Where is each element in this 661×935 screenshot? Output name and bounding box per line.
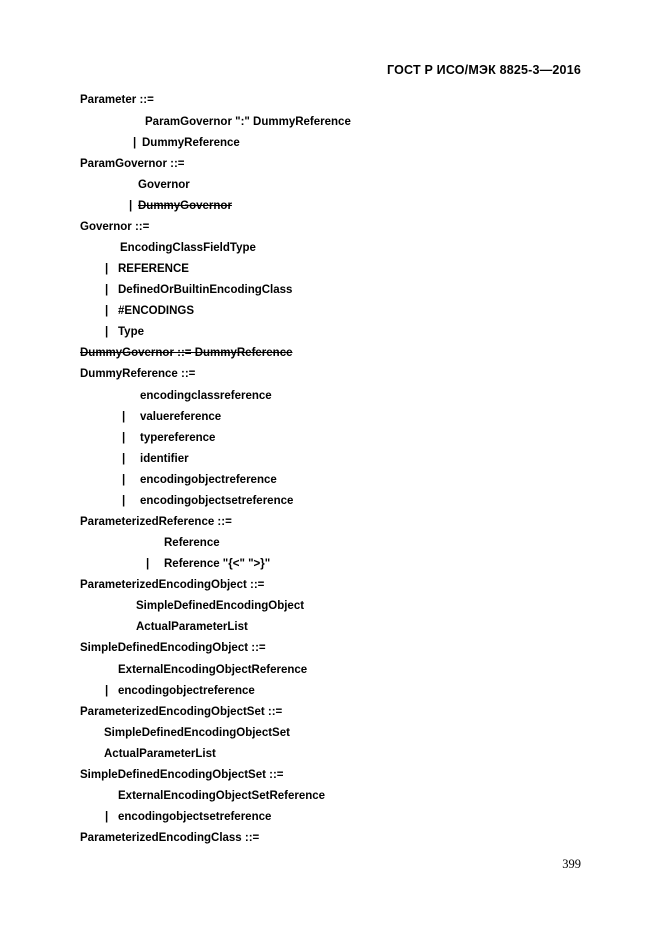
production-line: ExternalEncodingObjectSetReference	[118, 790, 326, 802]
production-simpledefinedencodingobject: SimpleDefinedEncodingObject ::=	[80, 642, 266, 654]
production-parameter: Parameter ::=	[80, 94, 154, 106]
alternative-bar: |	[122, 432, 126, 444]
production-line: SimpleDefinedEncodingObject	[136, 600, 305, 612]
alternative-bar: |	[146, 558, 150, 570]
production-line: #ENCODINGS	[118, 305, 195, 317]
alternative-bar: |	[122, 411, 126, 423]
production-simpledefinedencodingobjectset: SimpleDefinedEncodingObjectSet ::=	[80, 769, 284, 781]
alternative-bar: |	[133, 137, 137, 149]
alternative-bar: |	[105, 305, 109, 317]
alternative-bar: |	[129, 200, 133, 212]
alternative-bar: |	[122, 495, 126, 507]
production-line: REFERENCE	[118, 263, 189, 275]
production-dummyreference: DummyReference ::=	[80, 368, 196, 380]
alternative-bar: |	[105, 263, 109, 275]
production-dummygovernor-deleted: DummyGovernor ::= DummyReference	[80, 347, 293, 359]
alternative-bar: |	[122, 453, 126, 465]
production-line-deleted: DummyGovernor	[138, 200, 232, 212]
production-line: Type	[118, 326, 144, 338]
production-line: SimpleDefinedEncodingObjectSet	[104, 727, 290, 739]
alternative-bar: |	[105, 811, 109, 823]
production-line: encodingobjectreference	[118, 685, 255, 697]
production-line: identifier	[140, 453, 189, 465]
production-paramgovernor: ParamGovernor ::=	[80, 158, 185, 170]
production-parameterizedencodingclass: ParameterizedEncodingClass ::=	[80, 832, 260, 844]
alternative-bar: |	[105, 685, 109, 697]
production-line: encodingobjectsetreference	[118, 811, 272, 823]
alternative-bar: |	[105, 284, 109, 296]
production-parameterizedreference: ParameterizedReference ::=	[80, 516, 232, 528]
page-number: 399	[562, 857, 581, 871]
production-line: valuereference	[140, 411, 222, 423]
production-line: encodingobjectsetreference	[140, 495, 294, 507]
production-line: ActualParameterList	[136, 621, 248, 633]
production-line: typereference	[140, 432, 216, 444]
production-line: encodingclassreference	[140, 390, 272, 402]
production-parameterizedencodingobjectset: ParameterizedEncodingObjectSet ::=	[80, 706, 283, 718]
production-line: encodingobjectreference	[140, 474, 277, 486]
document-header: ГОСТ Р ИСО/МЭК 8825-3—2016	[386, 63, 581, 77]
production-line: Reference	[164, 537, 220, 549]
alternative-bar: |	[105, 326, 109, 338]
production-line: EncodingClassFieldType	[120, 242, 256, 254]
production-parameterizedencodingobject: ParameterizedEncodingObject ::=	[80, 579, 265, 591]
production-line: Reference "{<" ">}"	[164, 558, 271, 570]
production-line: Governor	[138, 179, 190, 191]
alternative-bar: |	[122, 474, 126, 486]
production-line: ParamGovernor ":" DummyReference	[145, 116, 351, 128]
production-line: DefinedOrBuiltinEncodingClass	[118, 284, 293, 296]
production-line: ActualParameterList	[104, 748, 216, 760]
production-line: DummyReference	[142, 137, 240, 149]
production-governor: Governor ::=	[80, 221, 150, 233]
production-line: ExternalEncodingObjectReference	[118, 664, 308, 676]
